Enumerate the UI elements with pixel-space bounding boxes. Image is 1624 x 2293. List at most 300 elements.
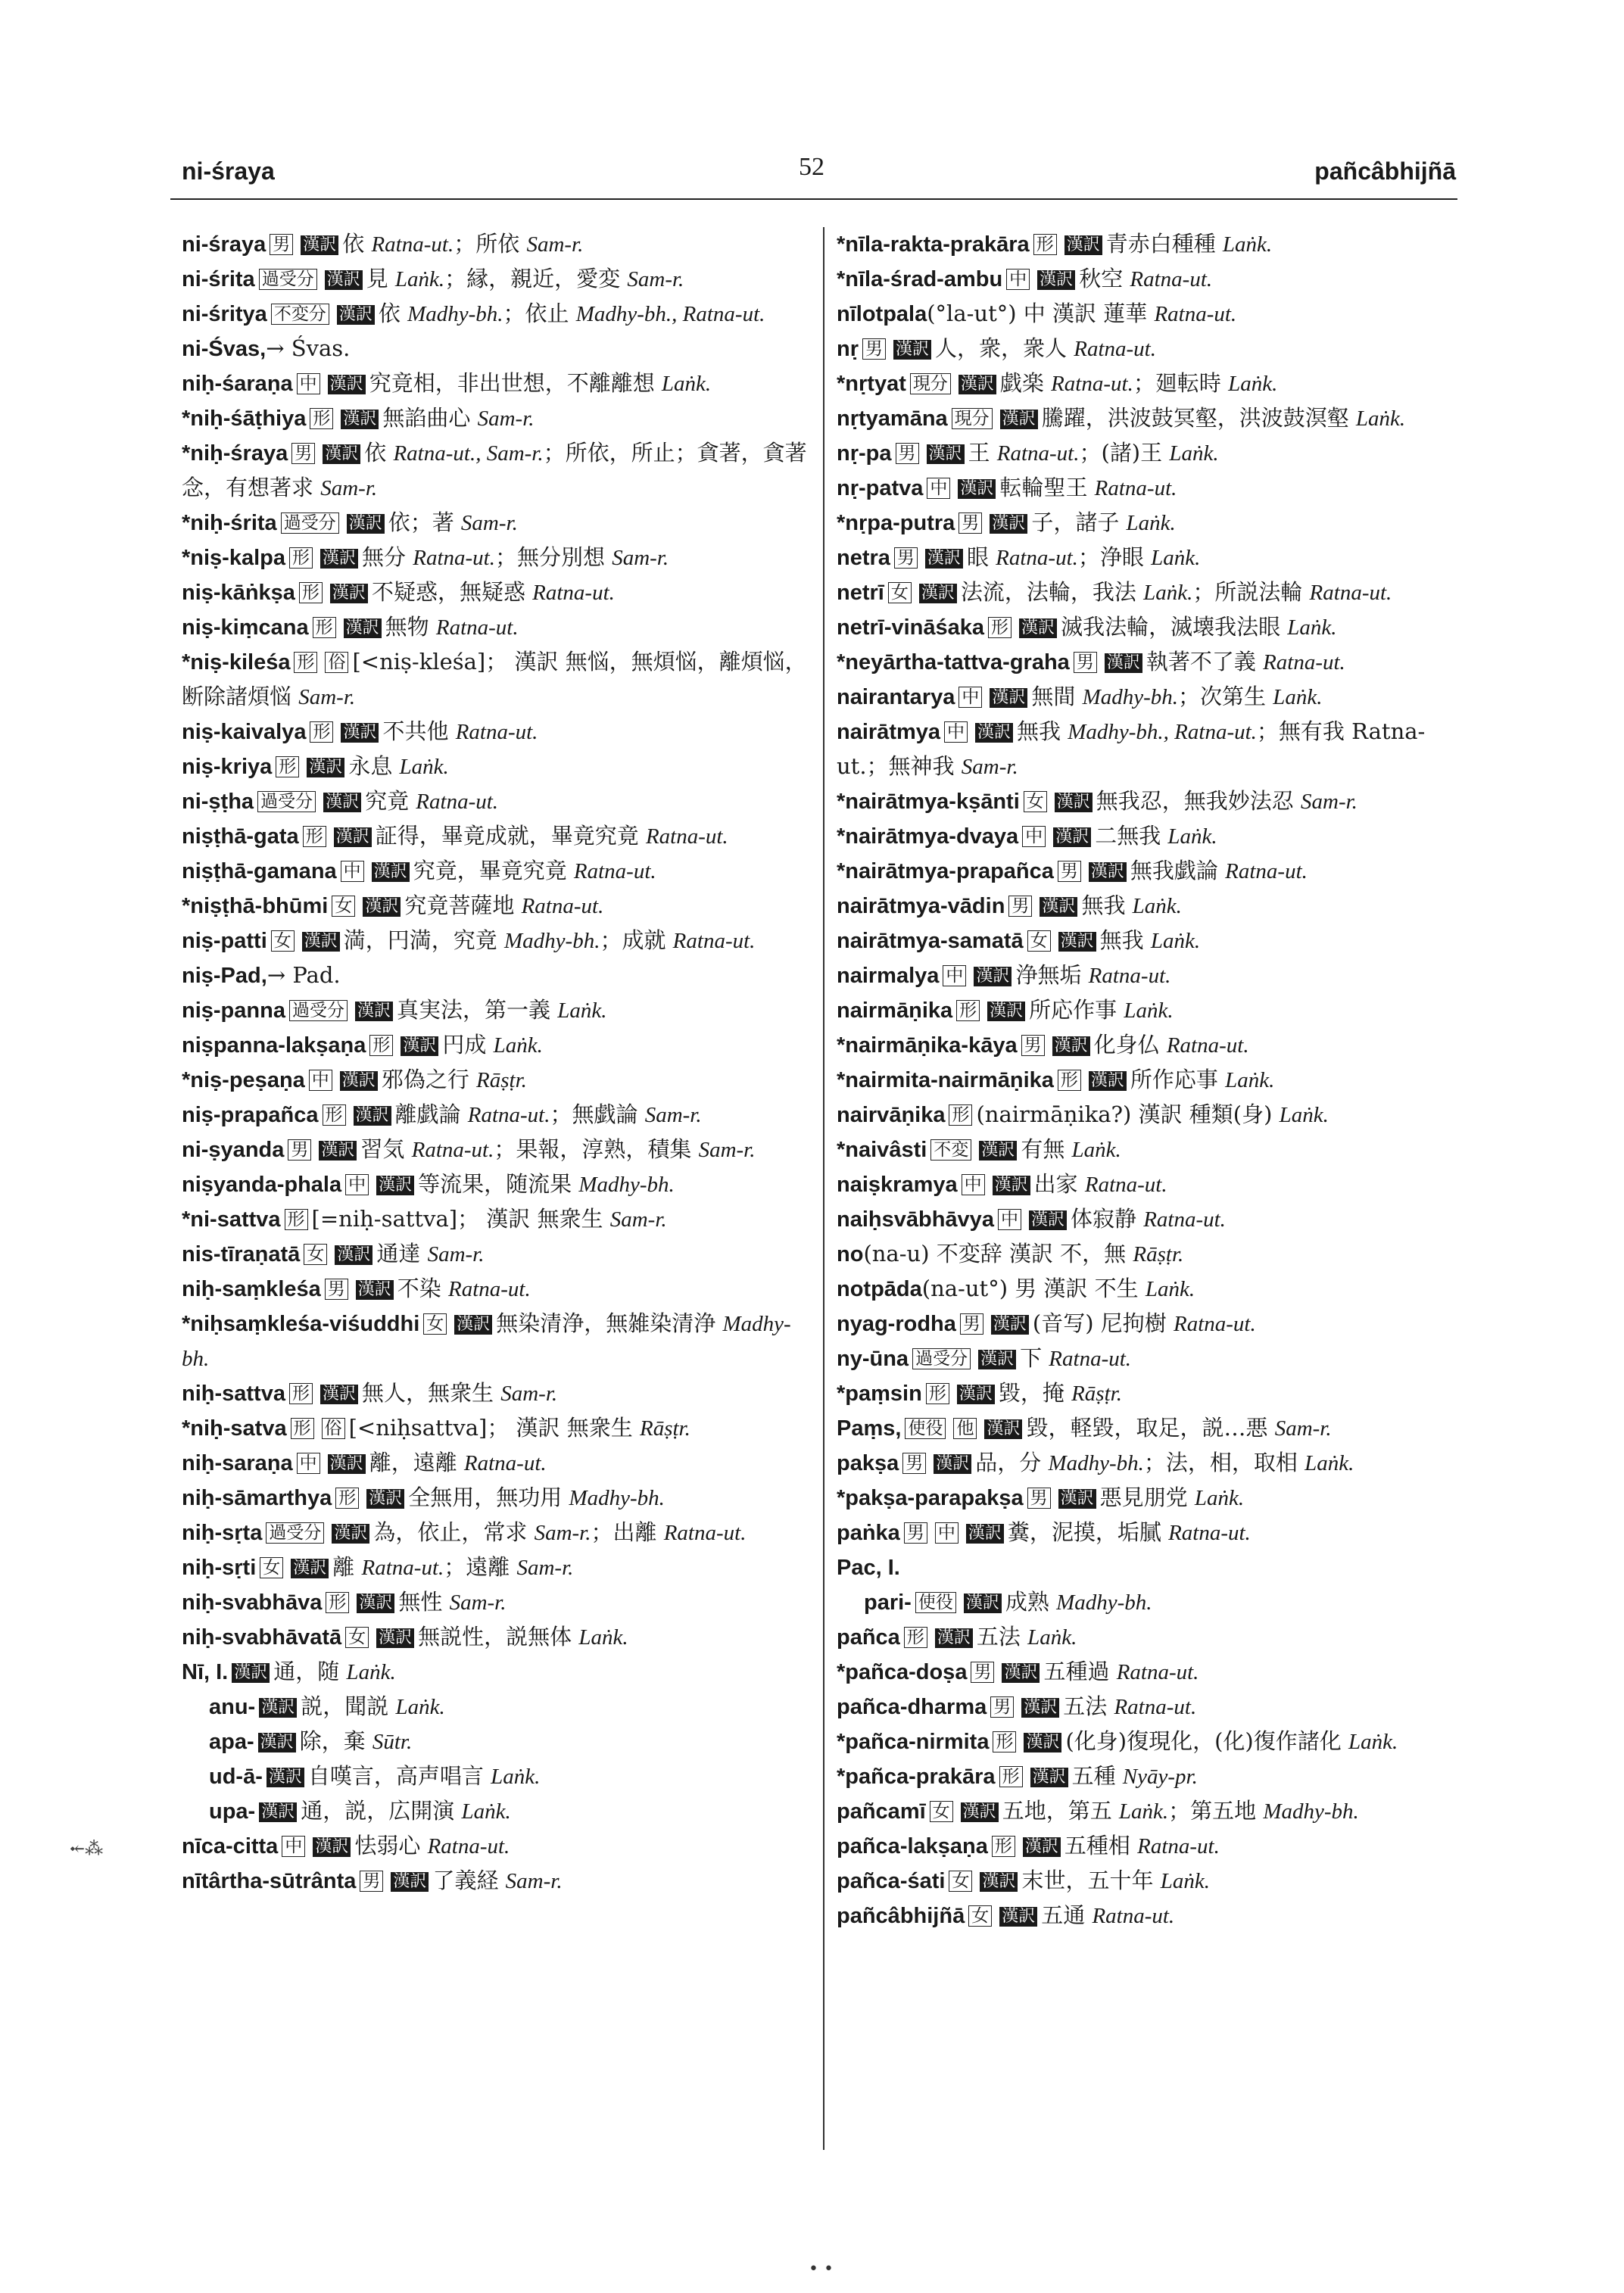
dictionary-entry <box>837 1481 1465 1516</box>
entry-source: Laṅk. <box>1287 615 1337 640</box>
translation-tag: 漢訳 <box>1055 793 1093 812</box>
entry-headword: Paṃs, <box>837 1416 902 1441</box>
dictionary-entry <box>182 924 810 958</box>
entry-headword: ni-Śvas, <box>182 337 267 361</box>
entry-source: Ratna-ut. <box>1088 964 1171 988</box>
entry-definition-continued: ；遠離 <box>444 1554 517 1580</box>
grammar-tag: 形 <box>313 617 336 638</box>
entry-source: Laṅk. <box>557 999 607 1023</box>
dictionary-entry <box>837 1272 1465 1307</box>
grammar-tag: 男 <box>896 443 919 464</box>
entry-headword: *pañca-nirmita <box>837 1730 990 1754</box>
grammar-tag: 女 <box>968 1905 992 1927</box>
entry-definition-continued: ；次第生 <box>1178 684 1273 709</box>
entry-headword: *nairātmya-prapañca <box>837 859 1054 883</box>
grammar-tag: 男 <box>1008 896 1032 917</box>
dictionary-entry <box>837 1864 1465 1899</box>
entry-definition: (化身)復現化，(化)復作諸化 <box>1065 1728 1348 1754</box>
entry-headword: *ni-sattva <box>182 1207 281 1232</box>
grammar-tag: 男 <box>291 443 315 464</box>
entry-headword: niṣṭhā-gamana <box>182 859 337 883</box>
translation-tag: 漢訳 <box>961 1802 999 1822</box>
grammar-tag: 形 <box>303 826 326 847</box>
entry-definition: 出家 <box>1033 1171 1085 1197</box>
entry-definition: 無我 <box>1099 927 1151 953</box>
dictionary-entry <box>837 993 1465 1028</box>
entry-source-secondary: Madhy-bh. <box>1263 1799 1359 1824</box>
entry-source-secondary: Madhy-bh., Ratna-ut. <box>575 302 765 326</box>
entry-source: Ratna-ut. <box>645 824 728 849</box>
dictionary-entry <box>182 541 810 575</box>
entry-source: Ratna-ut. <box>1154 302 1237 326</box>
grammar-tag: 女 <box>332 896 355 917</box>
entry-definition: (nairmāṇika?) 漢訳 種類(身) <box>976 1101 1280 1127</box>
dictionary-entry <box>182 297 810 332</box>
grammar-tag: 中 <box>998 1209 1021 1230</box>
entry-headword: pañcâbhijñā <box>837 1904 965 1928</box>
grammar-tag: 中 <box>943 965 966 986</box>
entry-source: Sam-r. <box>1301 790 1357 814</box>
entry-definition: 戯楽 <box>999 370 1052 396</box>
translation-tag: 漢訳 <box>957 1385 995 1404</box>
translation-tag: 漢訳 <box>993 1176 1030 1195</box>
translation-tag: 漢訳 <box>259 1698 297 1718</box>
grammar-tag: 男 <box>904 1522 927 1544</box>
translation-tag: 漢訳 <box>974 967 1011 986</box>
entry-source: Ratna-ut. <box>573 859 656 883</box>
entry-source: Ratna-ut. <box>996 546 1078 570</box>
translation-tag: 漢訳 <box>334 827 372 847</box>
entry-definition: 証得，畢竟成就，畢竟究竟 <box>375 823 646 849</box>
dictionary-entry <box>837 401 1465 436</box>
entry-definition: 通，説，広開演 <box>301 1798 462 1824</box>
dictionary-entry <box>837 227 1465 262</box>
dictionary-entry <box>182 1237 810 1272</box>
translation-tag: 漢訳 <box>259 1802 297 1822</box>
translation-tag: 漢訳 <box>340 1071 378 1091</box>
entry-source: Laṅk. <box>1132 894 1182 918</box>
entry-definition: 転輪聖王 <box>999 475 1095 500</box>
translation-tag: 漢訳 <box>366 1489 404 1509</box>
entry-definition: 依 <box>364 440 394 466</box>
entry-headword: nīlotpala <box>837 302 927 326</box>
grammar-tag: 俗 <box>322 1418 345 1439</box>
grammar-tag: 女 <box>345 1627 369 1648</box>
dictionary-entry <box>182 1550 810 1585</box>
translation-tag: 漢訳 <box>1023 1837 1061 1857</box>
header-right-guide-word: pañcâbhijñā <box>1314 157 1456 185</box>
dictionary-entry <box>182 1864 810 1899</box>
grammar-tag: 形 <box>904 1627 927 1648</box>
entry-source: Laṅk. <box>1160 1869 1210 1893</box>
translation-tag: 漢訳 <box>391 1872 429 1892</box>
entry-source: Ratna-ut. <box>1114 1695 1197 1719</box>
entry-definition: 騰躍，洪波鼓冥壑，洪波鼓溟壑 <box>1041 405 1356 431</box>
dictionary-entry <box>837 715 1465 784</box>
entry-definition: 五地，第五 <box>1002 1798 1119 1824</box>
grammar-tag: 形 <box>289 1383 313 1404</box>
entry-definition: 邪偽之行 <box>381 1067 477 1092</box>
dictionary-entry <box>182 1655 810 1690</box>
translation-tag: 漢訳 <box>357 1594 394 1613</box>
entry-headword: nairātmya <box>837 720 941 744</box>
translation-tag: 漢訳 <box>330 584 368 603</box>
grammar-tag: 中 <box>959 687 982 708</box>
grammar-tag: 男 <box>288 1139 311 1161</box>
translation-tag: 漢訳 <box>1089 1071 1127 1091</box>
dictionary-entry <box>182 1724 810 1759</box>
translation-tag: 漢訳 <box>325 270 363 290</box>
entry-definition: 五種相 <box>1064 1833 1138 1858</box>
translation-tag: 漢訳 <box>1052 1036 1090 1056</box>
dictionary-entry <box>837 924 1465 958</box>
entry-headword: ny-ūna <box>837 1347 909 1371</box>
dictionary-entry <box>837 1620 1465 1655</box>
entry-headword: *niḥsaṃkleśa-viśuddhi <box>182 1312 420 1336</box>
translation-tag: 漢訳 <box>978 1350 1016 1369</box>
grammar-tag: 過受分 <box>281 512 339 534</box>
entry-source: Ratna-ut. <box>467 1103 550 1127</box>
translation-tag: 漢訳 <box>987 1002 1025 1021</box>
dictionary-entry <box>837 1028 1465 1063</box>
entry-source: Madhy-bh. <box>1048 1451 1144 1475</box>
translation-tag: 漢訳 <box>454 1315 492 1335</box>
dictionary-entry <box>182 854 810 889</box>
entry-headword: niṣṭhā-gata <box>182 824 299 849</box>
dictionary-entry <box>182 1829 810 1864</box>
entry-source: Laṅk. <box>1167 824 1217 849</box>
entry-headword: anu- <box>209 1695 256 1719</box>
grammar-tag: 男 <box>1058 861 1081 882</box>
entry-headword: *nṛpa-putra <box>837 511 955 535</box>
entry-headword: niṣyanda-phala <box>182 1173 342 1197</box>
translation-tag: 漢訳 <box>1105 653 1142 673</box>
translation-tag: 漢訳 <box>1019 618 1057 638</box>
entry-headword: niṣpanna-lakṣaṇa <box>182 1033 366 1058</box>
entry-headword: nītârtha-sūtrânta <box>182 1869 357 1893</box>
grammar-tag: 男 <box>990 1696 1014 1718</box>
grammar-tag: 男 <box>862 338 886 360</box>
grammar-tag: 形 <box>291 1418 314 1439</box>
dictionary-entry <box>837 541 1465 575</box>
dictionary-entry <box>837 1132 1465 1167</box>
entry-headword: niṣ-panna <box>182 999 285 1023</box>
translation-tag: 漢訳 <box>966 1524 1004 1544</box>
entry-definition: [<niṣ-kleśa]； 漢訳 無悩，無煩悩，離煩悩，断除諸煩悩 <box>182 649 807 709</box>
entry-source: Ratna-ut. <box>463 1451 547 1475</box>
entry-definition-continued: ；無分別想 <box>494 544 613 570</box>
entry-source: Laṅk. <box>661 372 712 396</box>
entry-definition: 所作応事 <box>1130 1067 1226 1092</box>
grammar-tag: 他 <box>953 1418 977 1439</box>
entry-definition: 末世，五十年 <box>1021 1868 1161 1893</box>
dictionary-entry <box>182 1063 810 1098</box>
entry-definition: 依 <box>342 231 372 257</box>
translation-tag: 漢訳 <box>979 1141 1017 1161</box>
entry-definition: 離戯論 <box>394 1101 468 1127</box>
entry-definition: 永息 <box>348 753 400 779</box>
dictionary-entry <box>837 1411 1465 1446</box>
grammar-tag: 形 <box>310 408 333 429</box>
entry-headword: *pañca-doṣa <box>837 1660 968 1684</box>
entry-source: Ratna-ut. <box>427 1834 510 1858</box>
entry-headword: *nīla-rakta-prakāra <box>837 232 1030 257</box>
translation-tag: 漢訳 <box>332 1524 369 1544</box>
entry-source: Madhy-bh. <box>569 1486 665 1510</box>
entry-source: Ratna-ut. <box>435 615 519 640</box>
entry-headword: *niṣ-kalpa <box>182 546 285 570</box>
entry-definition: 糞，泥摸，垢膩 <box>1007 1519 1169 1545</box>
translation-tag: 漢訳 <box>376 1628 414 1648</box>
entry-definition-continued: ；果報，淳熟，積集 <box>494 1136 699 1162</box>
entry-definition: 了義経 <box>432 1868 506 1893</box>
entry-source: Sam-r. <box>298 685 356 709</box>
entry-headword: niḥ-saraṇa <box>182 1451 293 1475</box>
grammar-tag: 形 <box>335 1488 359 1509</box>
dictionary-entry <box>837 1655 1465 1690</box>
entry-source: Ratna-ut. <box>411 1138 494 1162</box>
entry-headword: pañca <box>837 1625 900 1650</box>
entry-definition: 無間 <box>1031 684 1083 709</box>
grammar-tag: 中 <box>309 1070 332 1091</box>
translation-tag: 漢訳 <box>934 1454 971 1474</box>
entry-definition: 通，随 <box>273 1659 347 1684</box>
translation-tag: 漢訳 <box>1089 862 1127 882</box>
translation-tag: 漢訳 <box>927 444 965 464</box>
entry-source: Ratna-ut. <box>521 894 604 918</box>
entry-source-secondary: Ratna-ut. <box>672 929 756 953</box>
grammar-tag: 中 <box>1006 269 1030 290</box>
entry-definition-continued: ；浄眼 <box>1077 544 1152 570</box>
entry-definition: 浄無垢 <box>1015 962 1089 988</box>
translation-tag: 漢訳 <box>323 444 360 464</box>
grammar-tag: 不変分 <box>271 304 329 325</box>
entry-headword: netrī <box>837 581 884 605</box>
dictionary-entry <box>837 1167 1465 1202</box>
entry-definition: 品，分 <box>975 1450 1049 1475</box>
translation-tag: 漢訳 <box>959 375 996 394</box>
entry-definition: 毀，軽毀，取足，説…悪 <box>1026 1415 1275 1441</box>
grammar-tag: 中 <box>944 721 968 743</box>
entry-source-secondary: Sam-r. <box>644 1103 702 1127</box>
entry-source: Laṅk. <box>395 1695 445 1719</box>
dictionary-entry <box>837 958 1465 993</box>
page-header <box>0 153 1624 203</box>
dictionary-entry <box>837 1446 1465 1481</box>
entry-headword: *niṣṭhā-bhūmi <box>182 894 329 918</box>
dictionary-entry <box>182 1585 810 1620</box>
dictionary-entry <box>182 1202 810 1237</box>
entry-definition: 五通 <box>1041 1902 1093 1928</box>
entry-definition: 無我 <box>1081 893 1133 918</box>
dictionary-entry <box>182 1272 810 1307</box>
entry-source: Ratna-ut. <box>1049 1347 1132 1371</box>
dictionary-entry <box>182 1759 810 1794</box>
translation-tag: 漢訳 <box>990 688 1027 708</box>
entry-source: Madhy-bh. <box>578 1173 675 1197</box>
translation-tag: 漢訳 <box>354 1106 391 1126</box>
entry-definition: (na-ut°) 男 漢訳 不生 <box>921 1276 1146 1301</box>
dictionary-entry <box>182 1028 810 1063</box>
entry-source: Laṅk. <box>1194 1486 1245 1510</box>
entry-definition: 下 <box>1020 1345 1049 1371</box>
dictionary-entry <box>837 610 1465 645</box>
entry-source: Laṅk. <box>578 1625 628 1650</box>
dictionary-entry <box>837 1063 1465 1098</box>
entry-definition: 見 <box>366 266 395 291</box>
dictionary-entry <box>837 297 1465 332</box>
entry-source: Ratna-ut. <box>1074 337 1156 361</box>
page-number: 52 <box>799 153 824 181</box>
entry-definition: 無人，無衆生 <box>362 1380 501 1406</box>
dictionary-entry <box>182 1516 810 1550</box>
entry-source: Ratna-ut. <box>416 790 499 814</box>
entry-source-secondary: Laṅk. <box>1228 372 1278 396</box>
entry-source-secondary: Sam-r. <box>516 1556 574 1580</box>
entry-definition: 満，円満，究竟 <box>343 927 505 953</box>
entry-definition: 眼 <box>966 544 996 570</box>
entry-definition: 究竟菩薩地 <box>404 893 522 918</box>
entry-source: Laṅk. <box>491 1765 541 1789</box>
dictionary-entry <box>837 1550 1465 1585</box>
entry-source: Sam-r. <box>505 1869 563 1893</box>
translation-tag: 漢訳 <box>232 1663 270 1683</box>
dictionary-entry <box>182 332 810 366</box>
entry-headword: *paṃsin <box>837 1382 922 1406</box>
dictionary-entry <box>182 262 810 297</box>
entry-headword: nairmāṇika <box>837 999 953 1023</box>
entry-definition-continued: ；(諸)王 <box>1079 440 1170 466</box>
translation-tag: 漢訳 <box>267 1768 304 1787</box>
entry-source-secondary: Sam-r. <box>627 267 684 291</box>
dictionary-entry <box>182 1620 810 1655</box>
dictionary-entry <box>182 436 810 506</box>
dictionary-entry <box>182 1167 810 1202</box>
dictionary-entry <box>182 819 810 854</box>
entry-definition: 無分 <box>362 544 413 570</box>
translation-tag: 漢訳 <box>320 1385 358 1404</box>
translation-tag: 漢訳 <box>1029 1210 1067 1230</box>
entry-definition-continued: ；出離 <box>591 1519 664 1545</box>
entry-headword: nairantarya <box>837 685 955 709</box>
translation-tag: 漢訳 <box>335 1245 372 1265</box>
entry-source: Ratna-ut. <box>1094 476 1177 500</box>
right-column <box>837 227 1465 1933</box>
dictionary-entry <box>837 332 1465 366</box>
grammar-tag: 使役 <box>915 1592 956 1613</box>
entry-definition: 究竟，畢竟究竟 <box>413 858 574 883</box>
dictionary-entry <box>837 1341 1465 1376</box>
entry-definition: 究竟 <box>365 788 416 814</box>
dictionary-entry <box>182 1307 810 1376</box>
column-divider <box>823 227 824 2150</box>
entry-definition: 不染 <box>397 1276 448 1301</box>
entry-source-secondary: Laṅk. <box>1169 441 1219 466</box>
dictionary-entry <box>182 1446 810 1481</box>
entry-source: Ratna-ut. <box>413 546 495 570</box>
entry-definition: 無我 <box>1017 718 1068 744</box>
grammar-tag: 男 <box>902 1453 926 1474</box>
entry-definition: 所応作事 <box>1029 997 1124 1023</box>
grammar-tag: 形 <box>323 1104 346 1126</box>
dictionary-entry <box>837 262 1465 297</box>
grammar-tag: 男 <box>360 1871 383 1892</box>
dictionary-entry <box>837 784 1465 819</box>
entry-source: Ratna-ut. <box>996 441 1080 466</box>
translation-tag: 漢訳 <box>341 723 379 743</box>
translation-tag: 漢訳 <box>984 1419 1022 1439</box>
grammar-tag: 男 <box>960 1313 983 1335</box>
grammar-tag: 男 <box>325 1279 348 1300</box>
entry-definition: 滅我法輪，滅壊我法眼 <box>1061 614 1288 640</box>
entry-headword: nairātmya-vādin <box>837 894 1005 918</box>
grammar-tag: 形 <box>1058 1070 1081 1091</box>
grammar-tag: 形 <box>294 652 317 673</box>
grammar-tag: 形 <box>926 1383 949 1404</box>
footer-dots: • • <box>809 2260 834 2279</box>
entry-definition: 離 <box>332 1554 362 1580</box>
entry-definition: → Pad. <box>267 962 341 988</box>
translation-tag: 漢訳 <box>1002 1663 1040 1683</box>
entry-source: Laṅk. <box>493 1033 543 1058</box>
grammar-tag: 俗 <box>325 652 348 673</box>
entry-headword: *pakṣa-parapakṣa <box>837 1486 1024 1510</box>
entry-definition-continued: ；所依，所止；貪著，貪著念，有想著求 <box>182 440 807 500</box>
entry-definition: 毀，掩 <box>998 1380 1072 1406</box>
translation-tag: 漢訳 <box>1037 270 1075 290</box>
entry-source: Sam-r. <box>534 1521 591 1545</box>
entry-source: Ratna-ut. <box>532 581 615 605</box>
dictionary-entry <box>837 366 1465 401</box>
entry-source: Madhy-bh. <box>182 1312 791 1371</box>
entry-source: Ratna-ut. <box>371 232 454 257</box>
dictionary-entry <box>182 1376 810 1411</box>
entry-source: Sam-r. <box>427 1242 485 1266</box>
entry-definition: 除，棄 <box>299 1728 372 1754</box>
entry-headword: *nairātmya-kṣānti <box>837 790 1020 814</box>
entry-definition: [=niḥ-sattva]； 漢訳 無衆生 <box>311 1206 610 1232</box>
grammar-tag: 中 <box>927 478 950 499</box>
entry-headword: *nairātmya-dvaya <box>837 824 1019 849</box>
entry-source: Laṅk. <box>1279 1103 1329 1127</box>
entry-headword: *niḥ-śraya <box>182 441 288 466</box>
grammar-tag: 中 <box>935 1522 959 1544</box>
translation-tag: 漢訳 <box>1024 1733 1061 1752</box>
entry-headword: niḥ-sattva <box>182 1382 285 1406</box>
entry-headword: *niḥ-śāṭhiya <box>182 407 307 431</box>
dictionary-entry <box>182 227 810 262</box>
entry-source: Sūtr. <box>372 1730 413 1754</box>
entry-definition: (na-u) 不変辞 漢訳 不，無 <box>863 1241 1133 1266</box>
entry-source: Ratna-ut. <box>1116 1660 1199 1684</box>
entry-definition: 離，遠離 <box>369 1450 464 1475</box>
translation-tag: 漢訳 <box>893 340 931 360</box>
entry-headword: naiṣkramya <box>837 1173 958 1197</box>
grammar-tag: 中 <box>297 373 320 394</box>
entry-source: Madhy-bh. <box>504 929 600 953</box>
entry-definition: 依 <box>378 301 408 326</box>
entry-headword: niḥ-svabhāvatā <box>182 1625 342 1650</box>
entry-definition: 不共他 <box>382 718 456 744</box>
translation-tag: 漢訳 <box>337 305 375 325</box>
entry-definition: 習気 <box>360 1136 412 1162</box>
entry-definition: 子，諸子 <box>1031 509 1127 535</box>
header-left-guide-word: ni-śraya <box>182 157 275 185</box>
entry-source-secondary: Ratna-ut. <box>1309 581 1392 605</box>
translation-tag: 漢訳 <box>307 758 344 777</box>
translation-tag: 漢訳 <box>328 1454 366 1474</box>
translation-tag: 漢訳 <box>964 1594 1002 1613</box>
